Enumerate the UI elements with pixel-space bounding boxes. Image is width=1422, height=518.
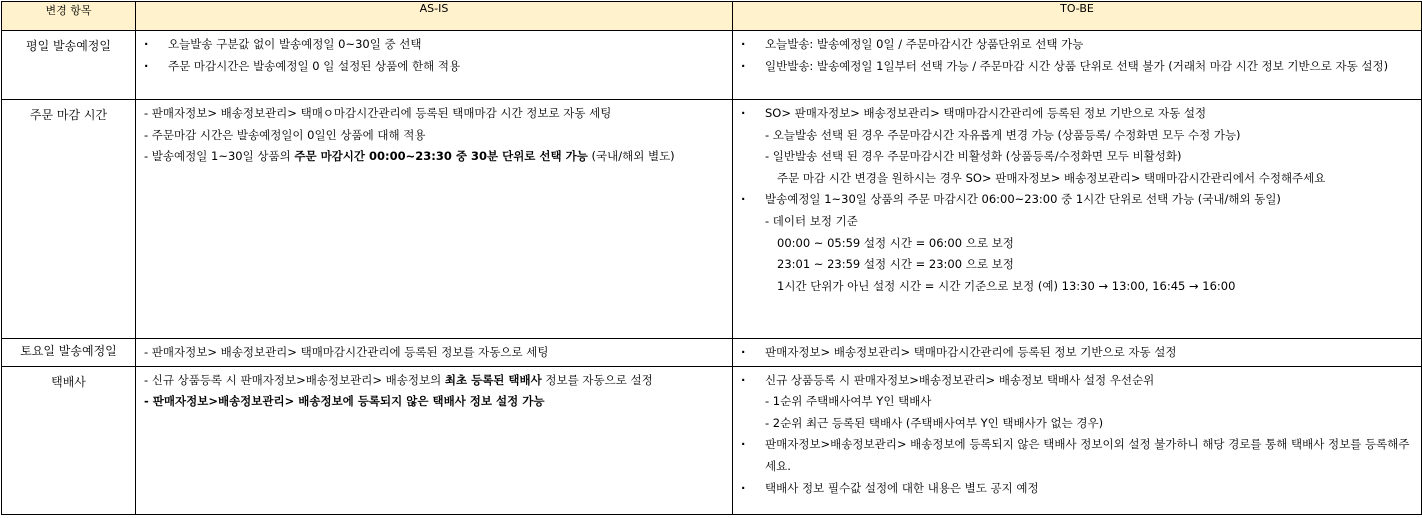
list-item: [142, 370, 726, 392]
list-item: 00:00 ~ 05:59 설정 시간 = 06:00 으로 보정: [777, 235, 1014, 250]
list-item: [142, 391, 726, 413]
bold-text-segment: 주문 마감시간 00:00~23:30 중 30분 단위로 선택 가능: [294, 149, 588, 164]
header-as-is: AS-IS: [136, 2, 733, 31]
list-item: - 판매자정보> 배송정보관리> 택매마감시간관리에 등록된 정보를 자동으로 세팅: [144, 345, 549, 359]
list-item: · 발송예정일 1~30일 상품의 주문 마감시간 06:00~23:00 중 1시간 단위로 선택 가능 (국내/해외 동일): [739, 189, 1415, 211]
row-label-courier: 택배사: [2, 366, 136, 514]
to-be-cell: [733, 339, 1422, 367]
to-be-cell: [733, 31, 1422, 100]
to-be-cell: [733, 100, 1422, 339]
list-item: · 택배사 정보 필수값 설정에 대한 내용은 별도 공지 예정: [739, 478, 1415, 500]
table-row: [2, 339, 1422, 367]
change-comparison-table: [1, 1, 1422, 515]
list-item: 23:01 ~ 23:59 설정 시간 = 23:00 으로 보정: [777, 257, 1014, 272]
list-item: · 판매자정보> 배송정보관리> 택매마감시간관리에 등록된 정보 기반으로 자동 설정: [739, 342, 1415, 364]
text-segment: - 신규 상품등록 시 판매자정보>배송정보관리> 배송정보의: [144, 372, 445, 387]
table-row: [2, 366, 1422, 514]
list-item: - 데이터 보정 기준: [765, 213, 858, 228]
list-item: - 1순위 주택배사여부 Y인 택배사: [765, 394, 932, 409]
list-item: - 일반발송 선택 된 경우 주문마감시간 비활성화 (상품등록/수정화면 모두 비활성화): [765, 149, 1182, 164]
list-item: · 판매자정보>배송정보관리> 배송정보에 등록되지 않은 택배사 정보이외 설정 불가하니 해당 경로를 통해 택배사 정보를 등록해주세요.: [739, 434, 1415, 477]
list-item: 주문 마감 시간 변경을 원하시는 경우 SO> 판매자정보> 배송정보관리> 택매마감시간관리에서 수정해주세요: [777, 170, 1326, 185]
header-row: [2, 2, 1422, 31]
list-item: · SO> 판매자정보> 배송정보관리> 택매마감시간관리에 등록된 정보 기반으로 자동 설정: [739, 103, 1415, 125]
row-label-weekday-ship-date: 평일 발송예정일: [2, 31, 136, 100]
as-is-cell: [136, 366, 733, 514]
list-item: 1시간 단위가 아닌 설정 시간 = 시간 기준으로 보정 (예) 13:30 → 13:00, 16:45 → 16:00: [777, 278, 1236, 293]
bold-text-segment: 최초 등록된 택배사: [444, 372, 542, 387]
row-label-order-cutoff-time: 주문 마감 시간: [2, 100, 136, 339]
text-segment: - 발송예정일 1~30일 상품의: [144, 149, 295, 164]
as-is-cell: [136, 100, 733, 339]
bold-text-segment: - 판매자정보>배송정보관리> 배송정보에 등록되지 않은 택배사 정보 설정 가능: [144, 394, 545, 409]
table-row: [2, 100, 1422, 339]
to-be-cell: [733, 366, 1422, 514]
list-item: - 2순위 최근 등록된 택배사 (주택배사여부 Y인 택배사가 없는 경우): [765, 415, 1104, 430]
list-item: - 판매자정보> 배송정보관리> 택매ㅇ마감시간관리에 등록된 택매마감 시간 정보로 자동 세팅: [144, 106, 612, 120]
list-item: · 오늘발송: 발송예정일 0일 / 주문마감시간 상품단위로 선택 가능: [739, 34, 1415, 56]
header-change-item: 변경 항목: [2, 2, 136, 31]
as-is-cell: [136, 339, 733, 367]
list-item: · 일반발송: 발송예정일 1일부터 선택 가능 / 주문마감 시간 상품 단위로 선택 불가 (거래처 마감 시간 정보 기반으로 자동 설정): [739, 56, 1415, 78]
header-to-be: TO-BE: [733, 2, 1422, 31]
list-item: [142, 146, 726, 168]
list-item: - 주문마감 시간은 발송예정일이 0일인 상품에 대해 적용: [144, 127, 426, 142]
list-item: · 주문 마감시간은 발송예정일 0 일 설정된 상품에 한해 적용: [142, 56, 726, 78]
list-item: · 신규 상품등록 시 판매자정보>배송정보관리> 배송정보 택배사 설정 우선순위: [739, 370, 1415, 392]
table-row: [2, 31, 1422, 100]
text-segment: (국내/해외 별도): [587, 149, 675, 164]
list-item: - 오늘발송 선택 된 경우 주문마감시간 자유롭게 변경 가능 (상품등록/ 수정화면 모두 수정 가능): [765, 127, 1241, 142]
list-item: · 오늘발송 구분값 없이 발송예정일 0~30일 중 선택: [142, 34, 726, 56]
text-segment: 정보를 자동으로 설정: [541, 372, 653, 387]
as-is-cell: [136, 31, 733, 100]
row-label-saturday-ship-date: 토요일 발송예정일: [2, 339, 136, 367]
